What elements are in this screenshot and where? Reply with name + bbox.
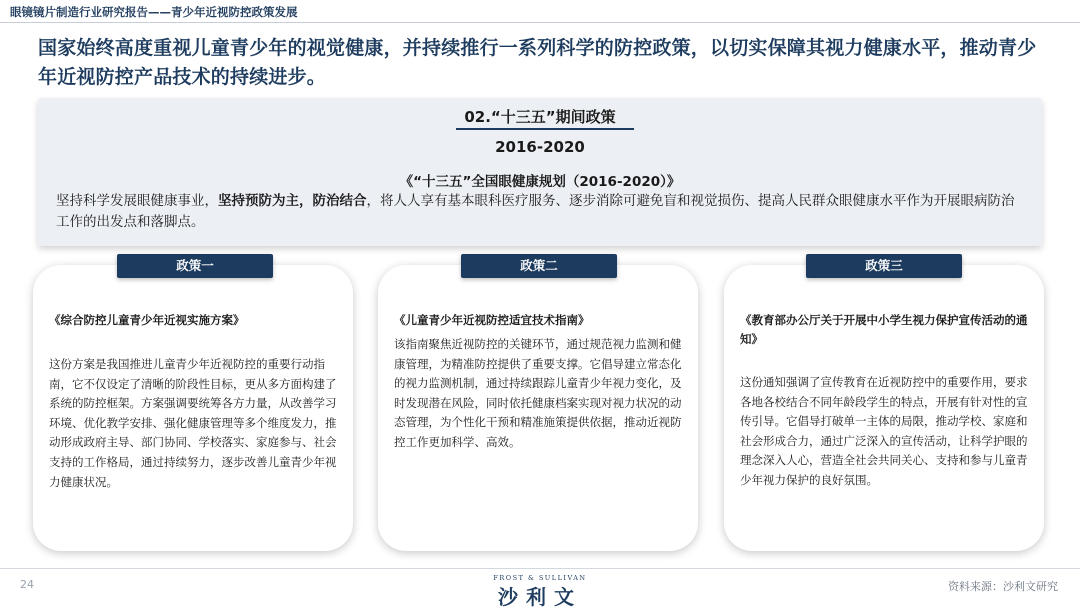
footer-divider <box>0 568 1080 569</box>
policy-label-1: 政策一 <box>117 254 273 278</box>
policy-card-2 <box>378 265 698 551</box>
frost-sullivan-logo-text: FROST & SULLIVAN <box>493 574 587 582</box>
report-header-title: 眼镜镜片制造行业研究报告——青少年近视防控政策发展 <box>10 5 298 19</box>
period-years: 2016-2020 <box>495 138 585 156</box>
policy-card-3 <box>724 265 1044 551</box>
policy-card-1 <box>33 265 353 551</box>
header-divider <box>0 22 1080 23</box>
policy-card-title: 《儿童青少年近视防控适宜技术指南》 <box>394 313 590 327</box>
plan-title: 《“十三五”全国眼健康规划（2016-2020）》 <box>399 174 681 190</box>
policy-card-body: 这份方案是我国推进儿童青少年近视防控的重要行动指南，它不仅设定了清晰的阶段性目标，更从多方面构建了系统的防控框架。方案强调要统筹各方力量，从改善学习环境、优化教学安排、强化健康管理等多个维度发力，推动形成政府主导、部门协同、学校落实、家庭参与、社会支持的工作格局，通过持续努力，逐步改善儿童青少年视力健康状况。 <box>49 357 337 489</box>
plan-description-lead: 坚持科学发展眼健康事业， <box>56 193 218 209</box>
policy-card-body: 这份通知强调了宣传教育在近视防控中的重要作用，要求各地各校结合不同年龄段学生的特点，开展有针对性的宣传引导。它倡导打破单一主体的局限，推动学校、家庭和社会形成合力，通过广泛深入的宣传活动，让科学护眼的理念深入人心，营造全社会共同关心、支持和参与儿童青少年视力保护的良好氛围。 <box>740 375 1028 487</box>
plan-description-emphasis: 坚持预防为主，防治结合 <box>218 193 367 209</box>
source-note: 资料来源：沙利文研究 <box>948 580 1058 593</box>
policy-card-title: 《教育部办公厅关于开展中小学生视力保护宣传活动的通知》 <box>740 313 1028 346</box>
period-heading: 02.“十三五”期间政策 <box>464 108 616 126</box>
policy-label-2: 政策二 <box>461 254 617 278</box>
plan-description <box>56 191 1026 233</box>
plan-description-rest: ，将人人享有基本眼科医疗服务、逐步消除可避免盲和视觉损伤、提高人民群众眼健康水平作为开展眼病防治工作的出发点和落脚点。 <box>56 193 1015 230</box>
sullivan-logo: 沙利文 <box>498 585 582 608</box>
policy-label-3: 政策三 <box>806 254 962 278</box>
policy-card-body: 该指南聚焦近视防控的关键环节，通过规范视力监测和健康管理，为精准防控提供了重要支撑。它倡导建立常态化的视力监测机制，通过持续跟踪儿童青少年视力变化，及时发现潜在风险，同时依托健康档案实现对视力状况的动态管理，为个性化干预和精准施策提供依据，推动近视防控工作更加科学、高效。 <box>394 337 682 449</box>
period-policy-panel <box>38 98 1042 246</box>
policy-card-title: 《综合防控儿童青少年近视实施方案》 <box>49 313 245 327</box>
page-number: 24 <box>20 578 34 591</box>
page-headline: 国家始终高度重视儿童青少年的视觉健康，并持续推行一系列科学的防控政策，以切实保障其视力健康水平，推动青少年近视防控产品技术的持续进步。 <box>38 37 1037 88</box>
period-heading-underline <box>456 128 634 130</box>
